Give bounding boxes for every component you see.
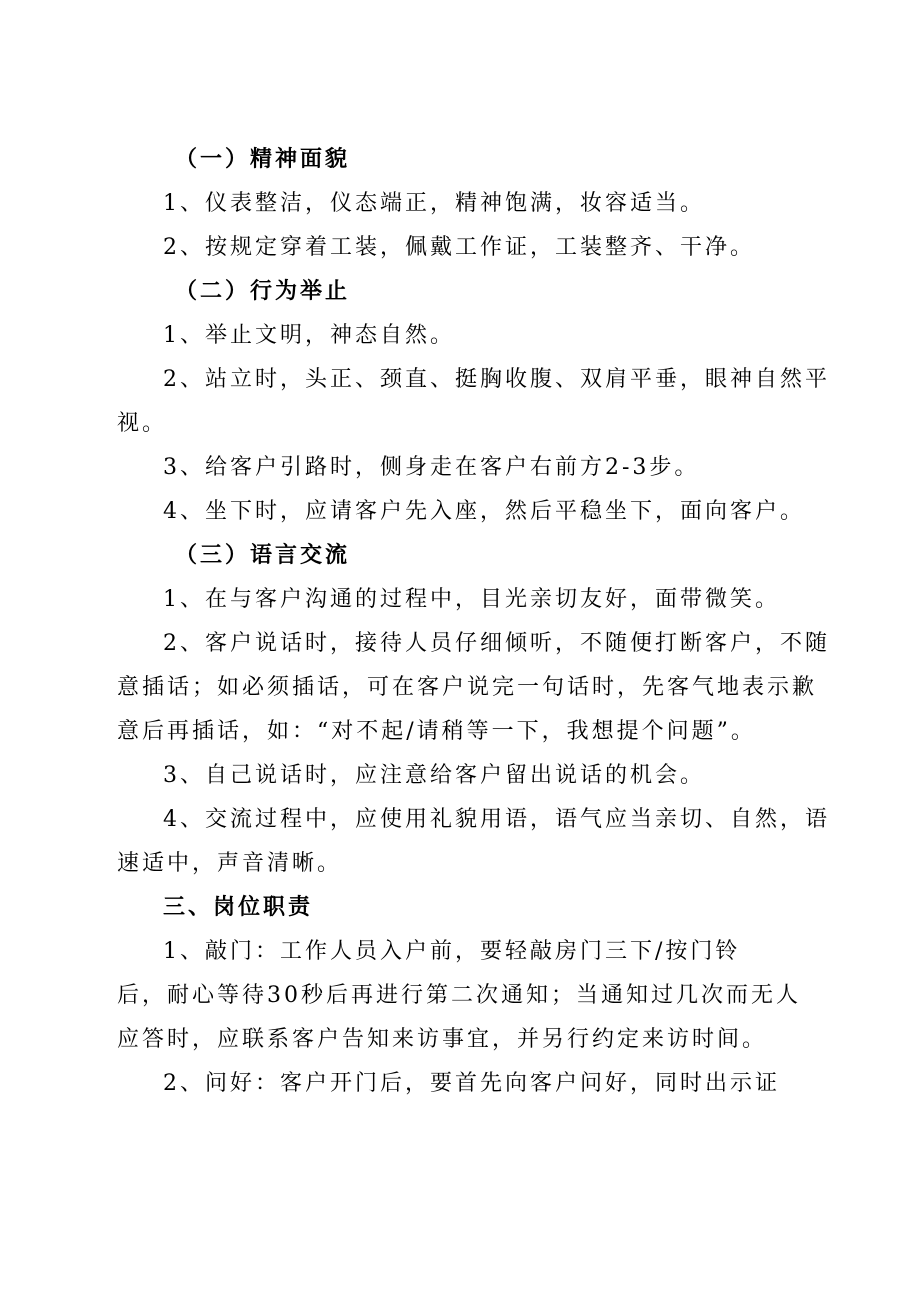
paragraph-line: 1、在与客户沟通的过程中，目光亲切友好，面带微笑。 <box>163 587 780 612</box>
paragraph-line: 应答时，应联系客户告知来访事宜，并另行约定来访时间。 <box>117 1027 768 1052</box>
paragraph-line: 4、坐下时，应请客户先入座，然后平稳坐下，面向客户。 <box>163 499 805 524</box>
paragraph-line: 2、站立时，头正、颈直、挺胸收腹、双肩平垂，眼神自然平 <box>163 367 830 392</box>
section-heading-appearance: （一）精神面貌 <box>175 147 351 172</box>
paragraph-line: 视。 <box>117 411 168 436</box>
section-heading-duties: 三、岗位职责 <box>163 895 314 920</box>
paragraph-line: 1、敲门：工作人员入户前，要轻敲房门三下/按门铃 <box>163 939 741 964</box>
section-heading-communication: （三）语言交流 <box>175 543 351 568</box>
paragraph-line: 4、交流过程中，应使用礼貌用语，语气应当亲切、自然，语 <box>163 807 830 832</box>
paragraph-line: 1、仪表整洁，仪态端正，精神饱满，妆容适当。 <box>163 191 705 216</box>
paragraph-line: 3、自己说话时，应注意给客户留出说话的机会。 <box>163 763 705 788</box>
paragraph-line: 后，耐心等待30秒后再进行第二次通知；当通知过几次而无人 <box>117 983 801 1008</box>
paragraph-line: 速适中，声音清晰。 <box>117 851 343 876</box>
section-heading-behavior: （二）行为举止 <box>175 279 351 304</box>
paragraph-line: 2、客户说话时，接待人员仔细倾听，不随便打断客户，不随 <box>163 631 830 656</box>
paragraph-line: 2、按规定穿着工装，佩戴工作证，工装整齐、干净。 <box>163 235 755 260</box>
paragraph-line: 意插话；如必须插话，可在客户说完一句话时，先客气地表示歉 <box>117 675 818 700</box>
paragraph-line: 2、问好：客户开门后，要首先向客户问好，同时出示证 <box>163 1071 780 1096</box>
paragraph-line: 3、给客户引路时，侧身走在客户右前方2-3步。 <box>163 455 700 480</box>
paragraph-line: 1、举止文明，神态自然。 <box>163 323 455 348</box>
paragraph-line: 意后再插话，如：“对不起/请稍等一下，我想提个问题”。 <box>117 719 756 744</box>
